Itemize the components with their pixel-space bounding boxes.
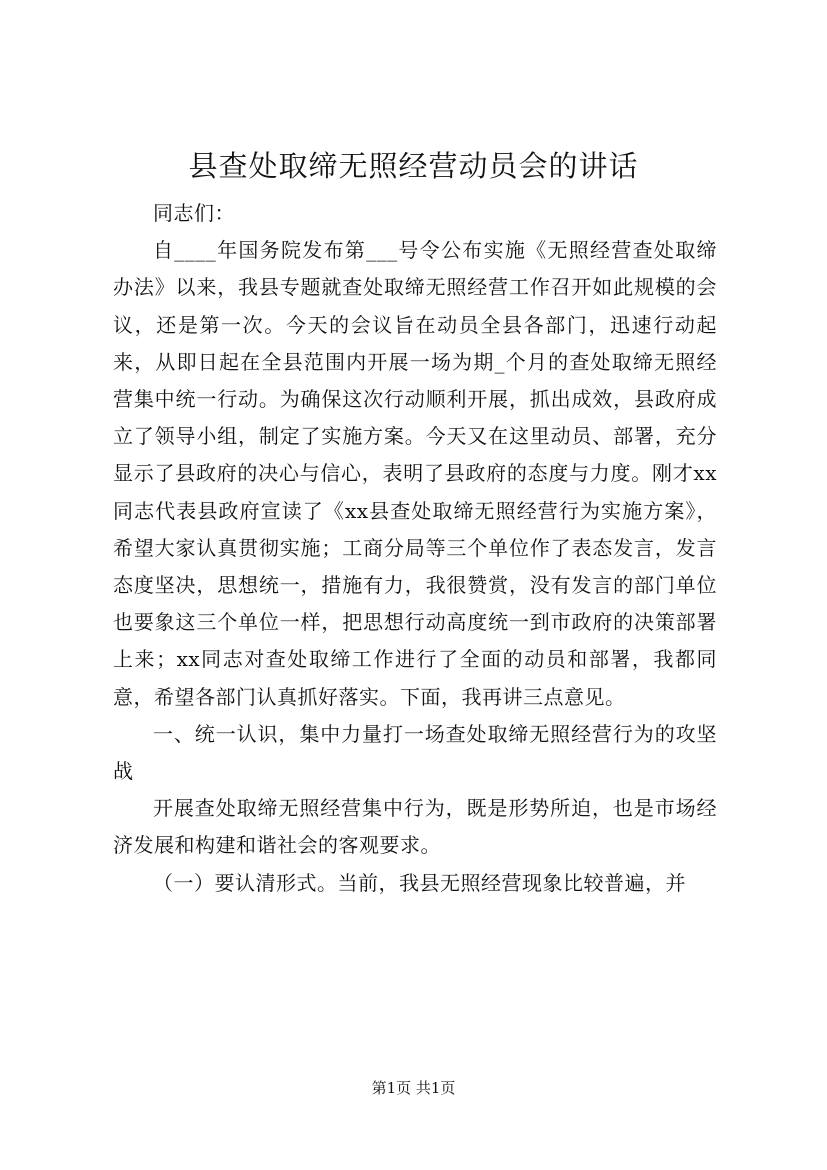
section-heading-1: 一、统一认识，集中力量打一场查处取缔无照经营行为的攻坚战	[113, 721, 717, 784]
paragraph-intro: 自____年国务院发布第___号令公布实施《无照经营查处取缔办法》以来，我县专题就查处取缔无照经营工作召开如此规模的会议，还是第一次。今天的会议旨在动员全县各部门，迅速行动起来，从即日起在全县范围内开展一场为期_个月的查处取缔无照经营集中统一行动。为确保这次行动顺利开展，抓出成效，县政府成立了领导小组，制定了实施方案。今天又在这里动员、部署，充分显示了县政府的决心与信心，表明了县政府的态度与力度。刚才xx同志代表县政府宣读了《xx县查处取缔无照经营行为实施方案》，希望大家认真贯彻实施；工商分局等三个单位作了表态发言，发言态度坚决，思想统一，措施有力，我很赞赏，没有发言的部门单位也要象这三个单位一样，把思想行动高度统一到市政府的决策部署上来；xx同志对查处取缔工作进行了全面的动员和部署，我都同意，希望各部门认真抓好落实。下面，我再讲三点意见。	[113, 238, 717, 709]
document-title: 县查处取缔无照经营动员会的讲话	[188, 149, 639, 183]
salutation: 同志们：	[153, 201, 235, 225]
paragraph-section-1: 开展查处取缔无照经营集中行为，既是形势所迫，也是市场经济发展和构建和谐社会的客观要求。	[113, 796, 717, 858]
subsection-heading-1: （一）要认清形式。当前，我县无照经营现象比较普遍，并	[153, 870, 686, 895]
document-body	[113, 195, 717, 902]
page-footer: 第1页 共1页	[371, 1079, 456, 1097]
